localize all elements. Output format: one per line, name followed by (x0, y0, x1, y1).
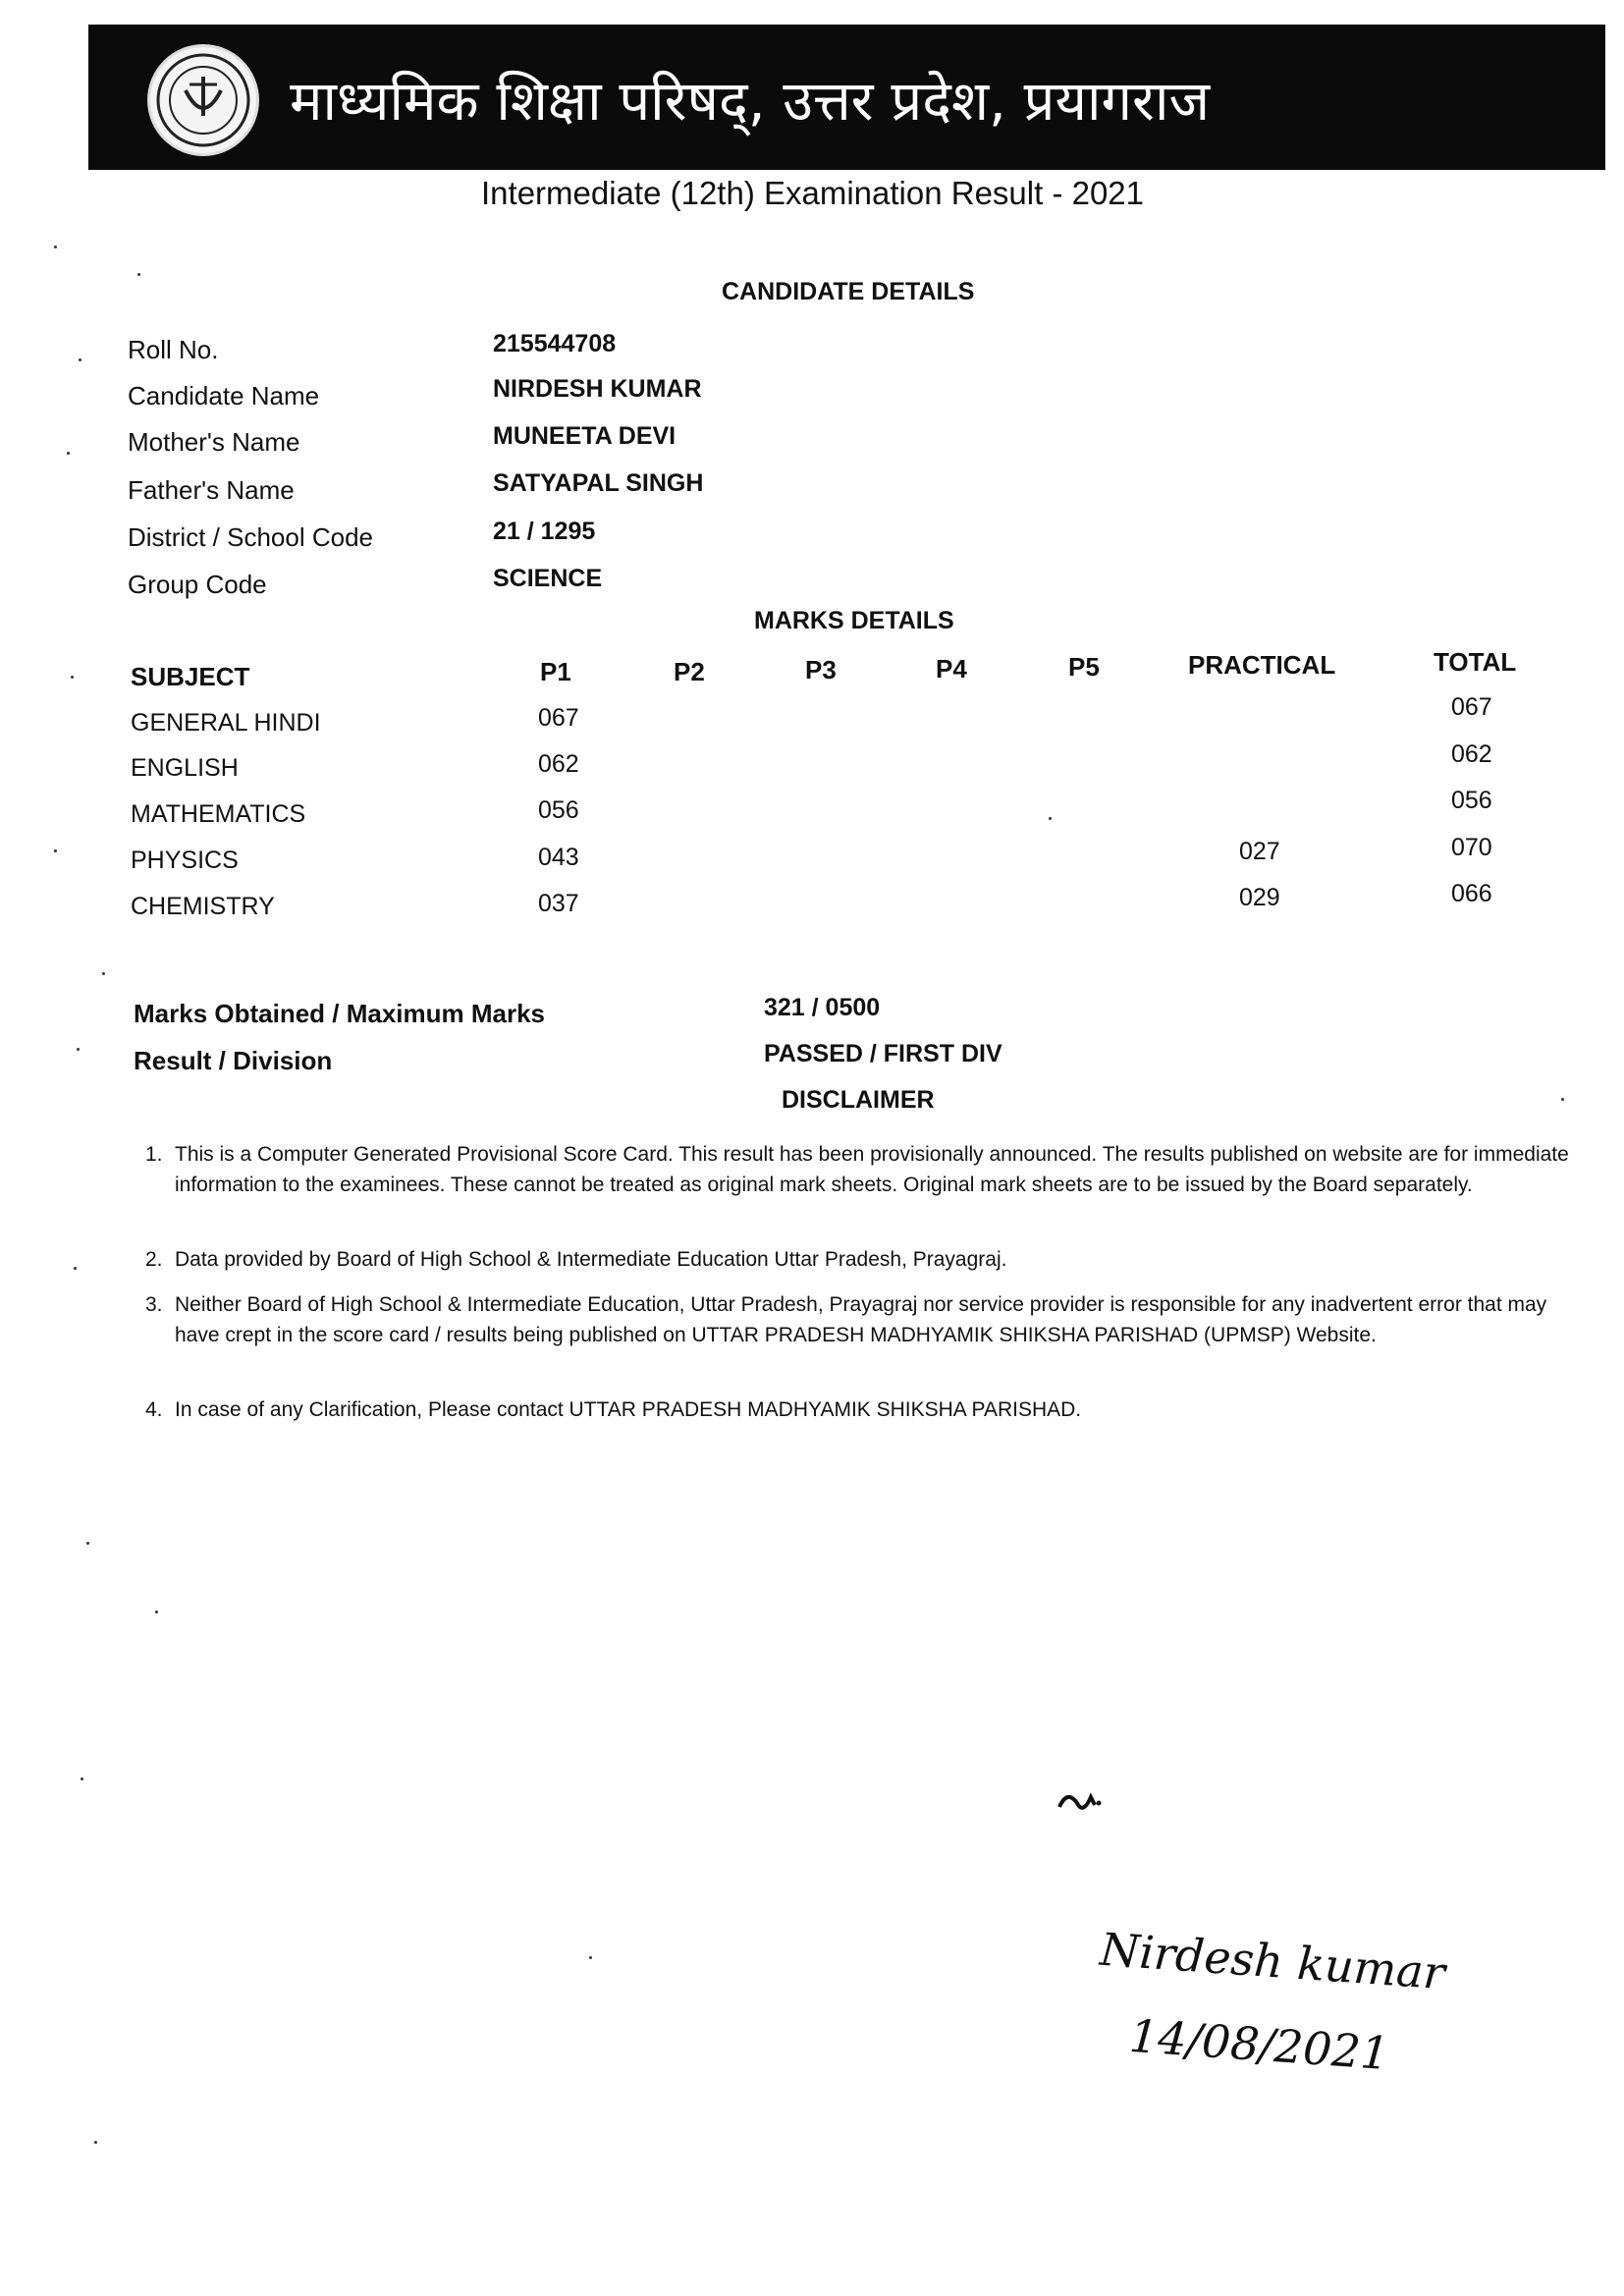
scan-speck (589, 1956, 592, 1959)
marks-obtained-label: Marks Obtained / Maximum Marks (134, 999, 546, 1028)
candidate-name-label: Candidate Name (128, 381, 320, 410)
disclaimer-item (145, 1394, 1579, 1425)
marks-obtained-value: 321 / 0500 (764, 994, 881, 1021)
disclaimer-text: Neither Board of High School & Intermediate Education, Uttar Pradesh, Prayagraj nor service provider is responsible for any inadvertent error that may have crept in the score card / results being published on UTTAR PRADESH MADHYAMIK SHIKSHA PARISHAD (UPMSP) Website. (175, 1293, 1547, 1346)
p1-cell: 067 (538, 704, 579, 732)
disclaimer-heading: DISCLAIMER (782, 1086, 935, 1114)
total-cell: 056 (1451, 787, 1492, 814)
disclaimer-number: 3. (145, 1293, 163, 1316)
scan-speck (54, 246, 57, 248)
col-header-p3: P3 (805, 655, 837, 684)
scan-speck (1561, 1098, 1564, 1101)
p1-cell: 037 (538, 890, 579, 917)
col-header-p2: P2 (674, 657, 705, 686)
practical-cell: 029 (1239, 884, 1280, 911)
disclaimer-item (145, 1139, 1579, 1200)
scan-speck (155, 1611, 158, 1613)
candidate-name-value: NIRDESH KUMAR (493, 375, 702, 403)
practical-cell: 027 (1239, 838, 1280, 865)
p1-cell: 056 (538, 796, 579, 824)
scan-speck (74, 1267, 77, 1270)
district-school-value: 21 / 1295 (493, 518, 596, 545)
scan-speck (67, 452, 70, 455)
scan-speck (137, 273, 140, 276)
scan-speck (102, 972, 105, 975)
disclaimer-item (145, 1244, 1579, 1275)
candidate-details-heading: CANDIDATE DETAILS (722, 278, 975, 305)
handwritten-signature: Nirdesh kumar (1098, 1922, 1447, 2000)
result-division-label: Result / Division (134, 1046, 333, 1075)
exam-title: Intermediate (12th) Examination Result - 2021 (481, 175, 1145, 211)
ink-mark (1056, 1785, 1105, 1825)
marks-details-heading: MARKS DETAILS (754, 607, 954, 634)
scan-speck (77, 1048, 80, 1051)
col-header-practical: PRACTICAL (1188, 650, 1336, 680)
subject-cell: GENERAL HINDI (131, 709, 321, 737)
group-code-value: SCIENCE (493, 565, 603, 592)
p1-cell: 043 (538, 844, 579, 871)
roll-no-label: Roll No. (128, 335, 219, 364)
p1-cell: 062 (538, 750, 579, 778)
header-banner (88, 25, 1605, 170)
col-header-subject: SUBJECT (131, 662, 250, 691)
disclaimer-text: Data provided by Board of High School & Intermediate Education Uttar Pradesh, Prayagraj. (175, 1248, 1007, 1271)
scan-speck (71, 676, 74, 679)
disclaimer-item (145, 1289, 1579, 1350)
subject-cell: PHYSICS (131, 847, 239, 874)
scan-speck (79, 358, 81, 361)
subject-cell: ENGLISH (131, 754, 239, 782)
total-cell: 070 (1451, 834, 1492, 861)
col-header-p5: P5 (1068, 652, 1100, 682)
father-name-value: SATYAPAL SINGH (493, 469, 704, 497)
scan-speck (81, 1777, 83, 1780)
disclaimer-text: In case of any Clarification, Please contact UTTAR PRADESH MADHYAMIK SHIKSHA PARISHAD. (175, 1398, 1082, 1421)
scan-speck (86, 1542, 89, 1545)
roll-no-value: 215544708 (493, 330, 617, 357)
mother-name-label: Mother's Name (128, 427, 300, 457)
disclaimer-number: 1. (145, 1143, 163, 1166)
subject-cell: CHEMISTRY (131, 893, 275, 920)
scan-speck (54, 849, 57, 852)
scan-speck (94, 2141, 97, 2144)
col-header-p1: P1 (540, 657, 571, 686)
group-code-label: Group Code (128, 570, 267, 599)
mother-name-value: MUNEETA DEVI (493, 422, 677, 450)
father-name-label: Father's Name (128, 475, 295, 505)
subject-cell: MATHEMATICS (131, 800, 306, 828)
disclaimer-text: This is a Computer Generated Provisional Score Card. This result has been provisionally announced. The results published on website are for immediate information to the examinees. These cannot be treated as original mark sheets. Original mark sheets are to be issued by the Board separately. (175, 1143, 1569, 1196)
scan-speck (1049, 817, 1052, 820)
board-logo (147, 44, 259, 156)
total-cell: 066 (1451, 880, 1492, 907)
total-cell: 067 (1451, 693, 1492, 721)
handwritten-date: 14/08/2021 (1127, 2008, 1391, 2081)
col-header-p4: P4 (936, 654, 967, 683)
emblem-icon (150, 47, 256, 153)
col-header-total: TOTAL (1434, 647, 1517, 677)
disclaimer-number: 4. (145, 1398, 163, 1421)
district-school-label: District / School Code (128, 522, 373, 552)
total-cell: 062 (1451, 740, 1492, 768)
board-title: माध्यमिक शिक्षा परिषद्, उत्तर प्रदेश, प्रयागराज (290, 70, 1210, 134)
disclaimer-number: 2. (145, 1248, 163, 1271)
result-division-value: PASSED / FIRST DIV (764, 1040, 1002, 1067)
